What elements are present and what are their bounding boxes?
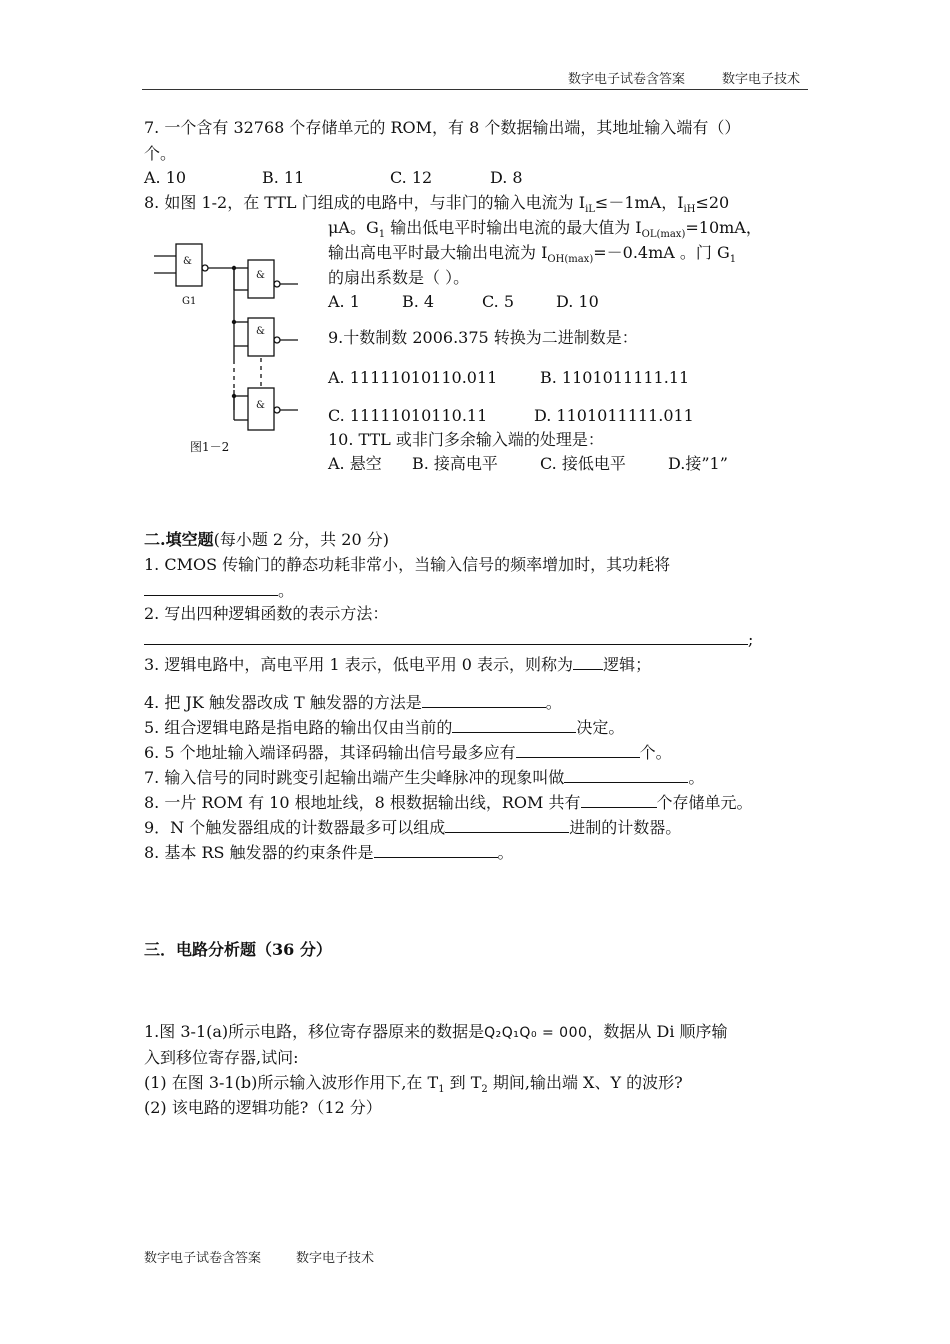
q7-stem-line2: 个。 [144,144,177,163]
s2-q10-blank[interactable] [374,841,498,858]
s2-q6-blank[interactable] [516,741,640,758]
section2-heading: 二.填空题(每小题 2 分，共 20 分) [144,530,389,549]
q10-stem: 10. TTL 或非门多余输入端的处理是： [328,430,604,449]
s2-q8-blank[interactable] [581,791,657,808]
q8-line2: μA。$G_1$ 输出低电平时输出电流的最大值为 $I_{OL(max)}=10mA$， [328,218,762,241]
s3-formula: Q₂Q₁Q₀ = 000 [484,1025,588,1041]
s2-q8: 8. 一片 ROM 有 10 根地址线，8 根数据输出线，ROM 共有 个存储单元。 [144,793,753,812]
s2-q3: 3. 逻辑电路中，高电平用 1 表示，低电平用 0 表示，则称为 逻辑； [144,655,652,674]
q7-option-a: A. 10 [144,168,187,187]
s2-q2-blank[interactable] [144,628,748,645]
load-gate-n-symbol: & [256,400,265,411]
s3-p3: (1) 在图 3-1(b)所示输入波形作用下,在 $T_1$ 到 $T_2$ 期间,输出端 X、Y 的波形? [144,1073,683,1096]
s2-q9-blank[interactable] [445,816,569,833]
s2-q5: 5. 组合逻辑电路是指电路的输出仅由当前的 决定。 [144,718,625,737]
footer-right: 数字电子技术 [296,1251,375,1266]
s2-q5-blank[interactable] [452,716,576,733]
q8-line1: 8. 如图 1-2，在 TTL 门组成的电路中，与非门的输入电流为 $I_{iL}\le-1mA$，$I_{iH}\le 20$ [144,193,730,216]
s2-q6: 6. 5 个地址输入端译码器，其译码输出信号最多应有 个。 [144,743,672,762]
s2-q2-answer-line: ; [144,628,753,650]
s2-q9: 9．N 个触发器组成的计数器最多可以组成 进制的计数器。 [144,818,682,837]
header-right: 数字电子技术 [722,72,801,87]
s2-q1-line2: 。 [144,579,294,601]
figure-1-2-circuit [148,238,323,460]
q7-option-b: B. 11 [262,168,305,187]
q9-stem: 9.十数制数 2006.375 转换为二进制数是： [328,328,638,347]
q8-option-a: A. 1 [328,292,360,311]
q8-option-b: B. 4 [402,292,435,311]
g1-bubble [202,265,208,271]
q7-option-c: C. 12 [390,168,433,187]
load-gate-1-symbol: & [256,270,265,281]
g1-label: G1 [182,296,197,307]
q8-option-c: C. 5 [482,292,515,311]
q9-option-b: B. 1101011111.11 [540,368,690,387]
s2-q4-blank[interactable] [422,691,546,708]
load-gate-2-symbol: & [256,326,265,337]
q10-option-b: B. 接高电平 [412,454,498,473]
q10-option-d: D.接”1” [668,454,728,473]
s2-q10: 8. 基本 RS 触发器的约束条件是 。 [144,843,514,862]
s3-p2: 入到移位寄存器,试问: [144,1048,299,1067]
g1-symbol: & [183,256,192,267]
s2-q1-blank[interactable] [144,579,278,596]
s2-q7-blank[interactable] [564,766,688,783]
q8-option-d: D. 10 [556,292,599,311]
q9-option-d: D. 1101011111.011 [534,406,694,425]
s2-q4: 4. 把 JK 触发器改成 T 触发器的方法是 。 [144,693,562,712]
s2-q1-line1: 1. CMOS 传输门的静态功耗非常小，当输入信号的频率增加时，其功耗将 [144,555,671,574]
header-left: 数字电子试卷含答案 [568,72,686,87]
s2-q2: 2. 写出四种逻辑函数的表示方法： [144,604,389,623]
s3-p1: 1.图 3-1(a)所示电路，移位寄存器原来的数据是Q₂Q₁Q₀ = 000，数据从 Di 顺序输 [144,1022,728,1041]
load-gate-2 [248,318,274,356]
q9-option-c: C. 11111010110.11 [328,406,488,425]
section3-heading: 三．电路分析题（36 分） [144,940,332,959]
q10-option-c: C. 接低电平 [540,454,626,473]
q8-line4: 的扇出系数是（ ）。 [328,268,470,287]
footer-left: 数字电子试卷含答案 [144,1251,262,1266]
s3-p4: (2) 该电路的逻辑功能?（12 分） [144,1098,382,1117]
q8-line3: 输出高电平时最大输出电流为 $I_{OH(max)}=-0.4mA$ 。门 $G_1$ [328,243,737,266]
header-rule [142,89,808,90]
s2-q7: 7. 输入信号的同时跳变引起输出端产生尖峰脉冲的现象叫做 。 [144,768,705,787]
q7-stem-line1: 7. 一个含有 32768 个存储单元的 ROM，有 8 个数据输出端，其地址输入端有（） [144,118,741,137]
s2-q3-blank[interactable] [573,653,603,670]
q10-option-a: A. 悬空 [328,454,382,473]
q9-option-a: A. 11111010110.011 [328,368,498,387]
q7-option-d: D. 8 [490,168,523,187]
figure-caption: 图1－2 [190,440,230,454]
